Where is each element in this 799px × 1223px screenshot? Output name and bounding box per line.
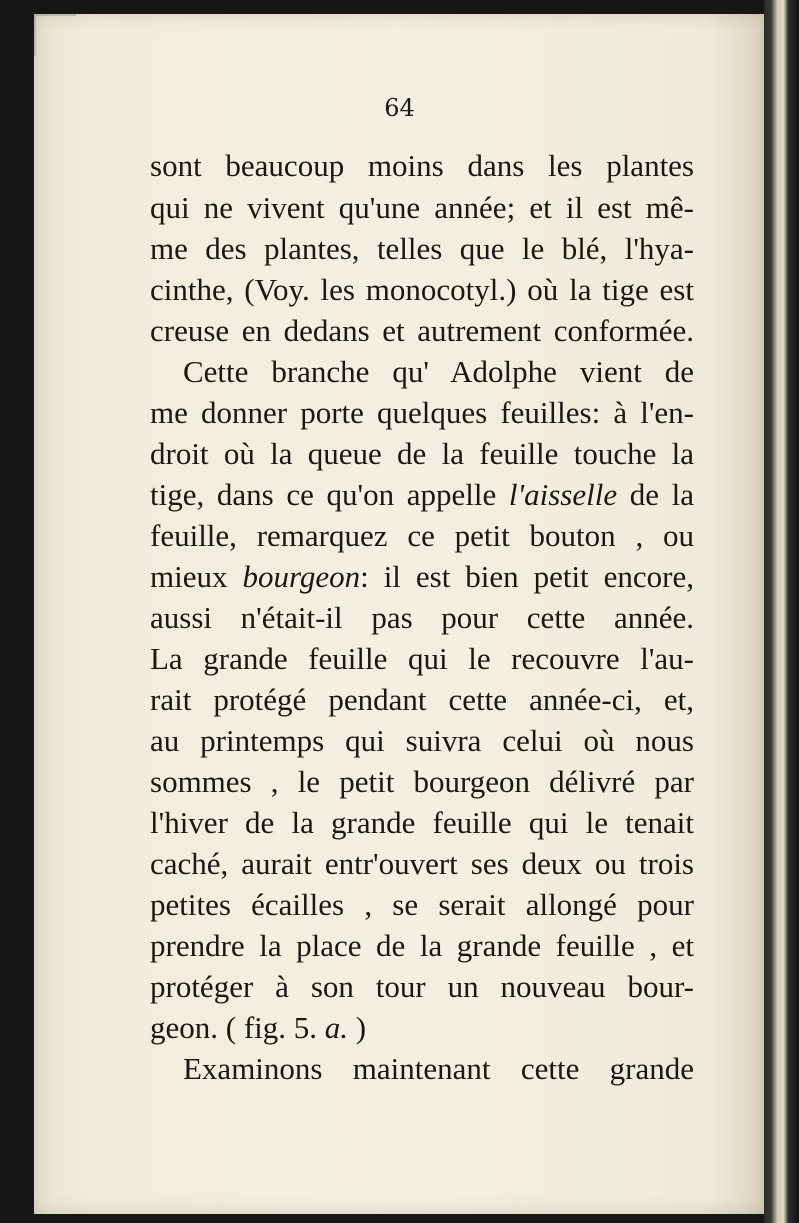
book-edge: [764, 0, 799, 1223]
text-run: ): [348, 1010, 367, 1045]
text-run: geon. ( fig. 5.: [150, 1010, 325, 1045]
text-line: petites écailles , se serait allongé pour: [150, 887, 694, 922]
text-line: l'hiver de la grande feuille qui le tenait: [150, 805, 694, 840]
text-run: : il est bien petit encore,: [360, 559, 694, 594]
text-line: qui ne vivent qu'une année; et il est mê-: [150, 190, 694, 225]
text-line: droit où la queue de la feuille touche la: [150, 436, 694, 471]
text-line: caché, aurait entr'ouvert ses deux ou trois: [150, 846, 694, 881]
text-line: sommes , le petit bourgeon délivré par: [150, 764, 694, 799]
page-corner: [34, 14, 76, 56]
text-line: Examinons maintenant cette grande: [183, 1051, 694, 1086]
text-line: feuille, remarquez ce petit bouton , ou: [150, 518, 694, 553]
text-line: protéger à son tour un nouveau bour-: [150, 969, 694, 1004]
text-line: [150, 559, 694, 595]
text-run: mieux: [150, 559, 243, 594]
text-line: Cette branche qu' Adolphe vient de: [183, 354, 694, 389]
text-line: La grande feuille qui le recouvre l'au-: [150, 641, 694, 676]
page-number: 64: [384, 94, 415, 122]
text-line: me donner porte quelques feuilles: à l'en-: [150, 395, 694, 430]
italic-term: l'aisselle: [508, 477, 618, 512]
text-line: au printemps qui suivra celui où nous: [150, 723, 694, 758]
text-run: tige, dans ce qu'on appelle: [150, 477, 509, 512]
text-line: prendre la place de la grande feuille , et: [150, 928, 694, 963]
text-line: [150, 477, 694, 513]
text-line: sont beaucoup moins dans les plantes: [150, 148, 694, 183]
text-line: creuse en dedans et autrement conformée.: [150, 313, 694, 348]
italic-term: bourgeon: [242, 559, 361, 594]
text-line: me des plantes, telles que le blé, l'hya-: [150, 231, 694, 266]
text-line: cinthe, (Voy. les monocotyl.) où la tige est: [150, 272, 694, 307]
text-run: de la: [617, 477, 694, 512]
text-line: rait protégé pendant cette année-ci, et,: [150, 682, 694, 717]
text-line: aussi n'était-il pas pour cette année.: [150, 600, 694, 635]
italic-term: a.: [324, 1010, 349, 1045]
text-line: [150, 1010, 694, 1046]
